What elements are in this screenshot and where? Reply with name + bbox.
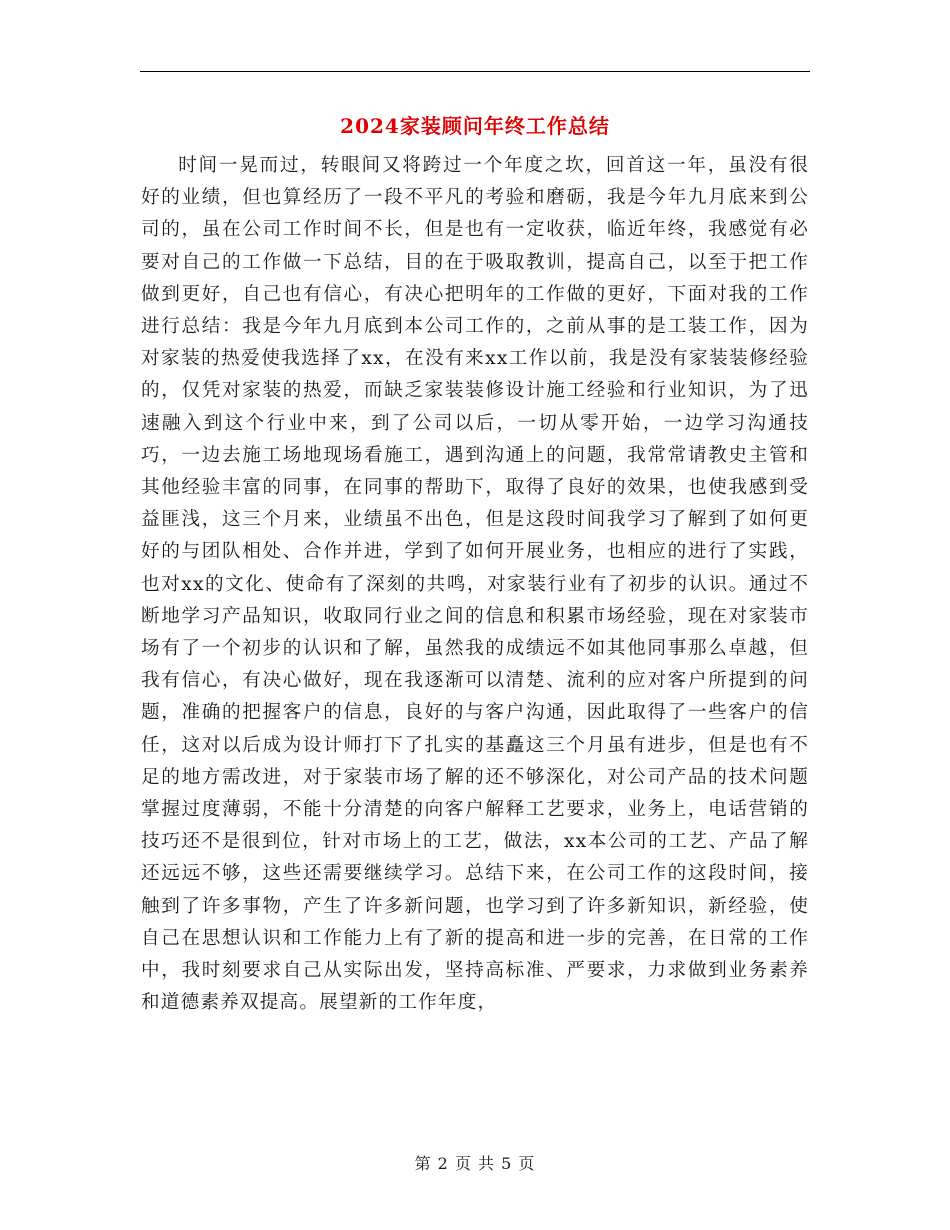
page-number: 第 2 页 共 5 页 <box>414 1154 536 1173</box>
header-rule <box>140 71 810 72</box>
body-paragraph: 时间一晃而过，转眼间又将跨过一个年度之坎，回首这一年，虽没有很好的业绩，但也算经历了一段不平凡的考验和磨砺，我是今年九月底来到公司的，虽在公司工作时间不长，但是也有一定收获，临近年终，我感觉有必要对自己的工作做一下总结，目的在于吸取教训，提高自己，以至于把工作做到更好，自己也有信心，有决心把明年的工作做的更好，下面对我的工作进行总结：我是今年九月底到本公司工作的，之前从事的是工装工作，因为对家装的热爱使我选择了xx，在没有来xx工作以前，我是没有家装装修经验的，仅凭对家装的热爱，而缺乏家装装修设计施工经验和行业知识，为了迅速融入到这个行业中来，到了公司以后，一切从零开始，一边学习沟通技巧，一边去施工场地现场看施工，遇到沟通上的问题，我常常请教史主管和其他经验丰富的同事，在同事的帮助下，取得了良好的效果，也使我感到受益匪浅，这三个月来，业绩虽不出色，但是这段时间我学习了解到了如何更好的与团队相处、合作并进，学到了如何开展业务，也相应的进行了实践，也对xx的文化、使命有了深刻的共鸣，对家装行业有了初步的认识。通过不断地学习产品知识，收取同行业之间的信息和积累市场经验，现在对家装市场有了一个初步的认识和了解，虽然我的成绩远不如其他同事那么卓越，但我有信心，有决心做好，现在我逐渐可以清楚、流利的应对客户所提到的问题，准确的把握客户的信息，良好的与客户沟通，因此取得了一些客户的信任，这对以后成为设计师打下了扎实的基矗这三个月虽有进步，但是也有不足的地方需改进，对于家装市场了解的还不够深化，对公司产品的技术问题掌握过度薄弱，不能十分清楚的向客户解释工艺要求，业务上，电话营销的技巧还不是很到位，针对市场上的工艺，做法，xx本公司的工艺、产品了解还远远不够，这些还需要继续学习。总结下来，在公司工作的这段时间，接触到了许多事物，产生了许多新问题，也学习到了许多新知识，新经验，使自己在思想认识和工作能力上有了新的提高和进一步的完善，在日常的工作中，我时刻要求自己从实际出发，坚持高标准、严要求，力求做到业务素养和道德素养双提高。展望新的工作年度， <box>141 155 809 1014</box>
document-title: 2024家装顾问年终工作总结 <box>340 114 610 138</box>
